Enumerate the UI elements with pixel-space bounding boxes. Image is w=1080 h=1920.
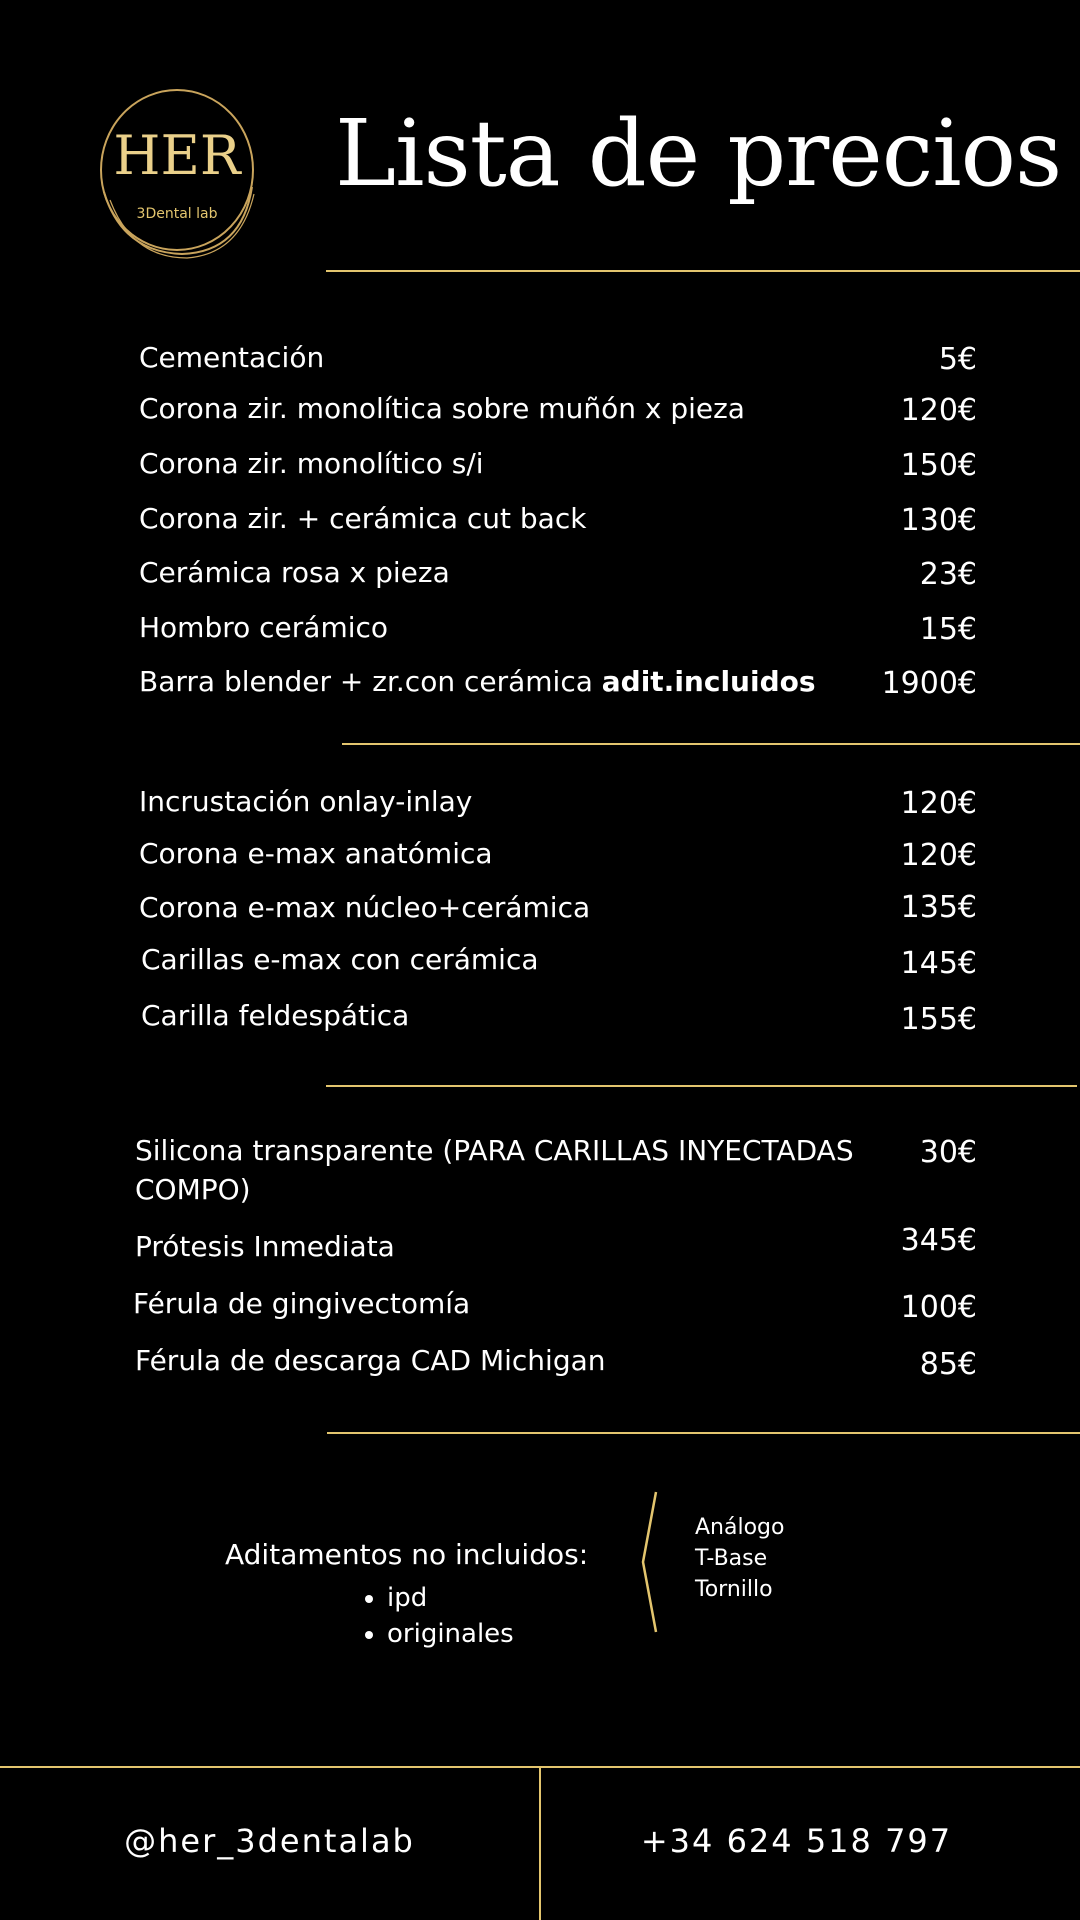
divider-section-2 (326, 1085, 1077, 1087)
bracket-icon (638, 1488, 660, 1636)
item-name: Prótesis Inmediata (135, 1230, 395, 1263)
list-item: Tornillo (695, 1577, 773, 1602)
item-name: Hombro cerámico (139, 611, 389, 644)
item-price: 85€ (919, 1347, 977, 1382)
price-row (0, 996, 1080, 1036)
item-name-text: Barra blender + zr.con cerámica (139, 665, 602, 698)
item-name: Férula de descarga CAD Michigan (135, 1344, 606, 1377)
item-price: 1900€ (881, 666, 977, 701)
item-name: Férula de gingivectomía (133, 1287, 471, 1320)
item-price: 120€ (900, 786, 977, 821)
item-name: Carilla feldespática (141, 999, 410, 1032)
list-item: • originales (387, 1616, 514, 1652)
item-price: 155€ (900, 1002, 977, 1037)
logo-subtitle: 3Dental lab (136, 206, 218, 222)
item-price: 30€ (919, 1135, 977, 1170)
notes-right-list (695, 1512, 784, 1605)
item-price: 150€ (900, 448, 977, 483)
phone-number[interactable]: +34 624 518 797 (640, 1822, 953, 1860)
item-price: 345€ (900, 1223, 977, 1258)
page-title: Lista de precios (335, 100, 1062, 207)
price-row (0, 389, 1080, 429)
price-row (0, 888, 1080, 928)
item-price: 100€ (900, 1290, 977, 1325)
item-name: Incrustación onlay-inlay (139, 785, 473, 818)
price-row (0, 338, 1080, 378)
price-row (0, 834, 1080, 874)
item-price: 23€ (919, 557, 977, 592)
item-name: Corona zir. monolítico s/i (139, 447, 484, 480)
price-row (0, 940, 1080, 980)
item-name: Carillas e-max con cerámica (141, 943, 539, 976)
price-row (0, 1131, 1080, 1211)
list-item: Análogo (695, 1515, 785, 1540)
divider-section-3 (327, 1432, 1080, 1434)
item-price: 15€ (919, 612, 977, 647)
item-name-bold: adit.incluidos (601, 665, 816, 698)
list-item: • ipd (387, 1580, 514, 1616)
price-row (0, 608, 1080, 648)
item-price: 5€ (938, 342, 977, 377)
item-name: Cementación (139, 341, 325, 374)
notes-title: Aditamentos no incluidos: (225, 1538, 589, 1571)
item-name: Cerámica rosa x pieza (139, 556, 450, 589)
price-row (0, 1223, 1080, 1267)
divider-section-1 (342, 743, 1080, 745)
price-row (0, 662, 1080, 702)
item-price: 135€ (900, 890, 977, 925)
instagram-handle[interactable]: @her_3dentalab (124, 1822, 415, 1860)
price-row (0, 782, 1080, 822)
item-price: 130€ (900, 503, 977, 538)
item-price: 120€ (900, 393, 977, 428)
item-name: Corona zir. + cerámica cut back (139, 502, 587, 535)
item-name: Corona e-max anatómica (139, 837, 493, 870)
price-row (0, 499, 1080, 539)
her-logo (92, 82, 262, 262)
item-name: Corona zir. monolítica sobre muñón x pieza (139, 392, 745, 425)
item-price: 145€ (900, 946, 977, 981)
price-row (0, 553, 1080, 593)
item-name: Silicona transparente (PARA CARILLAS INYECTADAS COMPO) (135, 1134, 854, 1206)
item-name (139, 662, 816, 702)
notes-bullet-list (355, 1580, 514, 1652)
price-row (0, 444, 1080, 484)
list-item: T-Base (695, 1546, 768, 1571)
logo-wordmark: HER (113, 124, 241, 187)
price-row (0, 1284, 1080, 1324)
price-row (0, 1341, 1080, 1381)
divider-title (326, 270, 1080, 272)
item-price: 120€ (900, 838, 977, 873)
item-name: Corona e-max núcleo+cerámica (139, 891, 591, 924)
